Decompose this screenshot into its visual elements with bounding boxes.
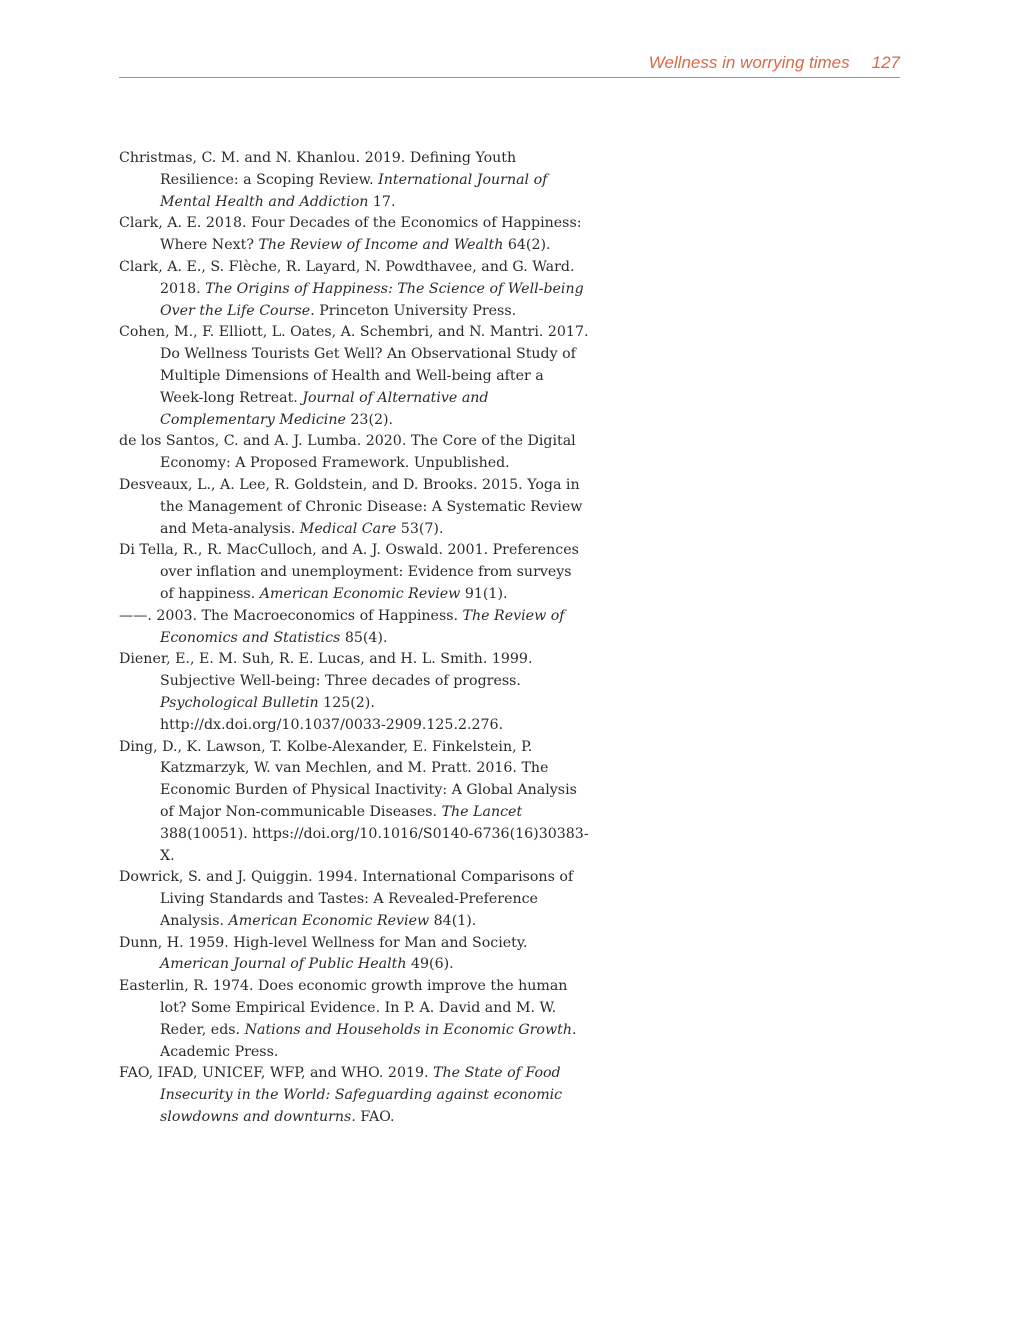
reference-entry — [119, 257, 589, 322]
reference-text: 53(7). — [396, 520, 444, 537]
running-head — [119, 48, 900, 78]
reference-entry — [119, 649, 589, 736]
reference-list — [119, 148, 589, 1129]
reference-text: 49(6). — [406, 956, 454, 973]
reference-text: 85(4). — [340, 629, 388, 646]
reference-entry — [119, 148, 589, 213]
reference-title-italic: International Journal of Mental Health and Addiction — [160, 171, 548, 210]
reference-text: Cohen, M., F. Elliott, L. Oates, A. Schembri, and N. Mantri. 2017. Do Wellness Tourists Get Well? An Observational Study of Multiple Dimensions of Health and Well-being after a Week-long Retreat. — [119, 324, 589, 406]
reference-title-italic: Psychological Bulletin — [160, 694, 319, 711]
reference-text: . Academic Press. — [160, 1021, 577, 1060]
reference-title-italic: Medical Care — [299, 520, 397, 537]
reference-title-italic: The Origins of Happiness: The Science of Well-being Over the Life Course — [160, 280, 584, 319]
reference-entry — [119, 1063, 589, 1128]
reference-entry — [119, 322, 589, 431]
page-number: 127 — [871, 53, 900, 72]
reference-title-italic: American Journal of Public Health — [160, 956, 407, 973]
reference-title-italic: Journal of Alternative and Complementary Medicine — [160, 389, 489, 428]
reference-text: Dunn, H. 1959. High-level Wellness for Man and Society. — [119, 934, 528, 951]
reference-title-italic: The Review of Income and Wealth — [258, 237, 504, 254]
reference-text: Desveaux, L., A. Lee, R. Goldstein, and D. Brooks. 2015. Yoga in the Management of Chronic Disease: A Systematic Review and Meta-analysis. — [119, 476, 583, 537]
reference-text: ——. 2003. The Macroeconomics of Happiness. — [119, 607, 463, 624]
reference-text: 17. — [368, 193, 396, 210]
reference-title-italic: The Lancet — [441, 803, 523, 820]
reference-text: 91(1). — [460, 585, 508, 602]
reference-title-italic: Nations and Households in Economic Growth — [244, 1021, 572, 1038]
reference-text: de los Santos, C. and A. J. Lumba. 2020. The Core of the Digital Economy: A Proposed Framework. Unpublished. — [119, 433, 576, 472]
running-title: Wellness in worrying times — [648, 53, 850, 72]
reference-text: Clark, A. E., S. Flèche, R. Layard, N. Powdthavee, and G. Ward. 2018. — [119, 258, 575, 297]
reference-text: . Princeton University Press. — [310, 302, 517, 319]
reference-text: 388(10051). https://doi.org/10.1016/S0140-6736(16)30383-X. — [160, 825, 589, 864]
reference-entry — [119, 606, 589, 650]
reference-title-italic: American Economic Review — [228, 912, 430, 929]
reference-entry — [119, 867, 589, 932]
reference-text: Diener, E., E. M. Suh, R. E. Lucas, and H. L. Smith. 1999. Subjective Well-being: Three decades of progress. — [119, 651, 533, 690]
reference-text: Dowrick, S. and J. Quiggin. 1994. International Comparisons of Living Standards and Tastes: A Revealed-Preference Analysis. — [119, 869, 574, 929]
reference-text: . FAO. — [351, 1109, 395, 1126]
reference-entry — [119, 540, 589, 605]
reference-text: Di Tella, R., R. MacCulloch, and A. J. Oswald. 2001. Preferences over inflation and unemployment: Evidence from surveys of happiness. — [119, 542, 579, 602]
reference-entry — [119, 976, 589, 1063]
reference-text: 64(2). — [503, 237, 551, 254]
reference-entry — [119, 475, 589, 540]
reference-title-italic: The State of Food Insecurity in the World: Safeguarding against economic slowdowns and downturns — [160, 1065, 563, 1126]
reference-text: Ding, D., K. Lawson, T. Kolbe-Alexander, E. Finkelstein, P. Katzmarzyk, W. van Mechlen, and M. Pratt. 2016. The Economic Burden of Physical Inactivity: A Global Analysis of Major Non-communicable Diseases. — [119, 738, 577, 820]
reference-text: 125(2). http://dx.doi.org/10.1037/0033-2909.125.2.276. — [160, 694, 504, 733]
reference-title-italic: The Review of Economics and Statistics — [160, 607, 565, 646]
reference-entry — [119, 737, 589, 868]
reference-entry — [119, 431, 589, 475]
reference-text: 84(1). — [429, 912, 477, 929]
reference-text: FAO, IFAD, UNICEF, WFP, and WHO. 2019. — [119, 1065, 434, 1082]
reference-entry — [119, 933, 589, 977]
reference-text: 23(2). — [345, 411, 394, 428]
reference-title-italic: American Economic Review — [259, 585, 461, 602]
reference-entry — [119, 213, 589, 257]
reference-text: Easterlin, R. 1974. Does economic growth improve the human lot? Some Empirical Evidence. In P. A. David and M. W. Reder, eds. — [119, 978, 568, 1038]
reference-text: Clark, A. E. 2018. Four Decades of the Economics of Happiness: Where Next? — [119, 215, 582, 254]
reference-text: Christmas, C. M. and N. Khanlou. 2019. Defining Youth Resilience: a Scoping Review. — [119, 150, 517, 188]
